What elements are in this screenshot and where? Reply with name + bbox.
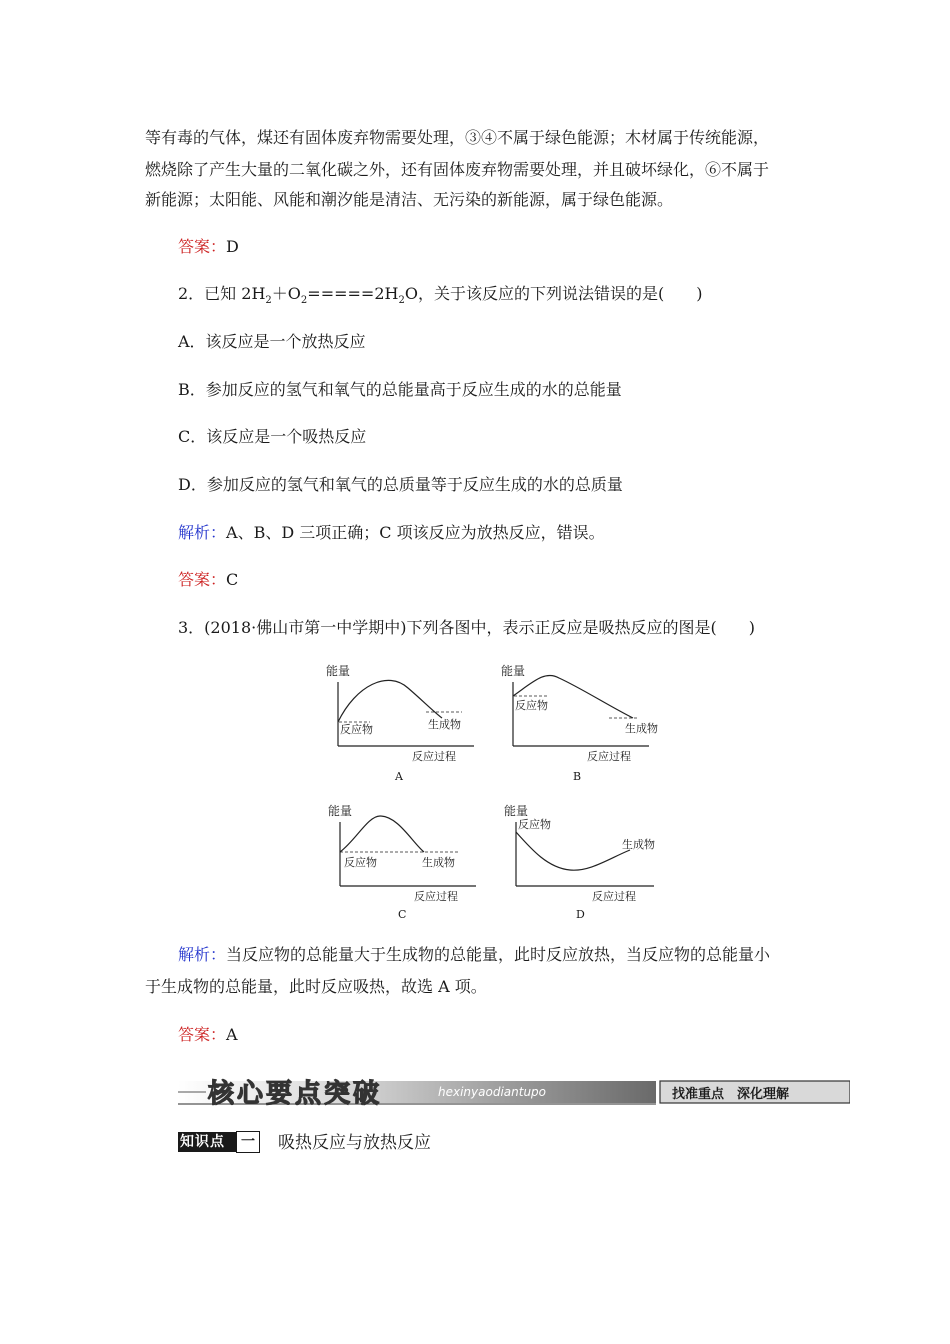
analysis-label: 解析：	[178, 945, 227, 964]
graph-ylabel: 能量	[328, 804, 353, 818]
option-b: B．参加反应的氢气和氧气的总能量高于反应生成的水的总能量	[178, 380, 622, 399]
analysis-text: A、B、D 三项正确；C 项该反应为放热反应，错误。	[226, 523, 605, 542]
reactant-label: 反应物	[518, 818, 551, 831]
graph-letter-b: B	[573, 770, 582, 783]
product-label: 生成物	[622, 838, 655, 851]
analysis-3-line-1	[178, 945, 770, 965]
answer-label: 答案：	[178, 1025, 227, 1044]
graph-letter-a: A	[395, 770, 403, 783]
paragraph-line-3: 新能源；太阳能、风能和潮汐能是清洁、无污染的新能源，属于绿色能源。	[145, 190, 674, 209]
analysis-text: 当反应物的总能量大于生成物的总能量，此时反应放热，当反应物的总能量小	[226, 945, 771, 964]
knowledge-tag: 知识点	[180, 1134, 225, 1150]
knowledge-tag-number: 一	[236, 1131, 260, 1153]
option-d: D．参加反应的氢气和氧气的总质量等于反应生成的水的总质量	[178, 475, 623, 494]
graph-letter-c: C	[398, 908, 407, 921]
energy-graph-c	[324, 800, 499, 915]
answer-label: 答案：	[178, 570, 227, 589]
banner-pinyin: hexinyaodiantupo	[438, 1085, 547, 1099]
answer-value: D	[226, 237, 239, 256]
banner-title: 核心要点突破	[208, 1079, 383, 1109]
energy-graph-d	[502, 800, 677, 915]
product-label: 生成物	[422, 856, 455, 869]
reactant-label: 反应物	[344, 856, 377, 869]
graph-xlabel: 反应过程	[412, 750, 456, 763]
product-label: 生成物	[428, 718, 461, 731]
paragraph-line-1: 等有毒的气体，煤还有固体废弃物需要处理，③④不属于绿色能源；木材属于传统能源，	[145, 128, 770, 147]
energy-graph-a	[322, 660, 497, 775]
knowledge-point-title: 吸热反应与放热反应	[278, 1133, 431, 1153]
graph-xlabel: 反应过程	[592, 890, 636, 903]
option-a: A．该反应是一个放热反应	[178, 332, 366, 351]
reactant-label: 反应物	[515, 699, 548, 712]
graph-xlabel: 反应过程	[587, 750, 631, 763]
banner-slogan: 找准重点 深化理解	[672, 1087, 790, 1102]
answer-value: A	[226, 1025, 238, 1044]
graph-ylabel: 能量	[326, 664, 351, 678]
graph-letter-d: D	[576, 908, 585, 921]
reactant-label: 反应物	[340, 723, 373, 736]
graph-ylabel: 能量	[504, 804, 529, 818]
graph-ylabel: 能量	[501, 664, 526, 678]
question-2-stem: 2．已知 $2H_2+O_2=====2H_2O$，关于该反应的下列说法错误的是( )	[178, 284, 703, 307]
product-label: 生成物	[625, 722, 658, 735]
section-banner	[178, 1075, 850, 1109]
question-3-stem: 3．(2018·佛山市第一中学期中)下列各图中，表示正反应是吸热反应的图是( )	[178, 618, 755, 637]
option-c: C．该反应是一个吸热反应	[178, 427, 367, 446]
answer-value: C	[226, 570, 239, 589]
answer-3	[178, 1025, 238, 1045]
analysis-3-line-2: 于生成物的总能量，此时反应吸热，故选 A 项。	[145, 977, 487, 996]
analysis-2	[178, 523, 605, 543]
answer-label: 答案：	[178, 237, 227, 256]
paragraph-line-2: 燃烧除了产生大量的二氧化碳之外，还有固体废弃物需要处理，并且破坏绿化，⑥不属于	[145, 160, 770, 179]
graph-xlabel: 反应过程	[414, 890, 458, 903]
energy-graph-b	[497, 660, 672, 775]
analysis-label: 解析：	[178, 523, 227, 542]
answer-1	[178, 237, 239, 257]
answer-2	[178, 570, 238, 590]
